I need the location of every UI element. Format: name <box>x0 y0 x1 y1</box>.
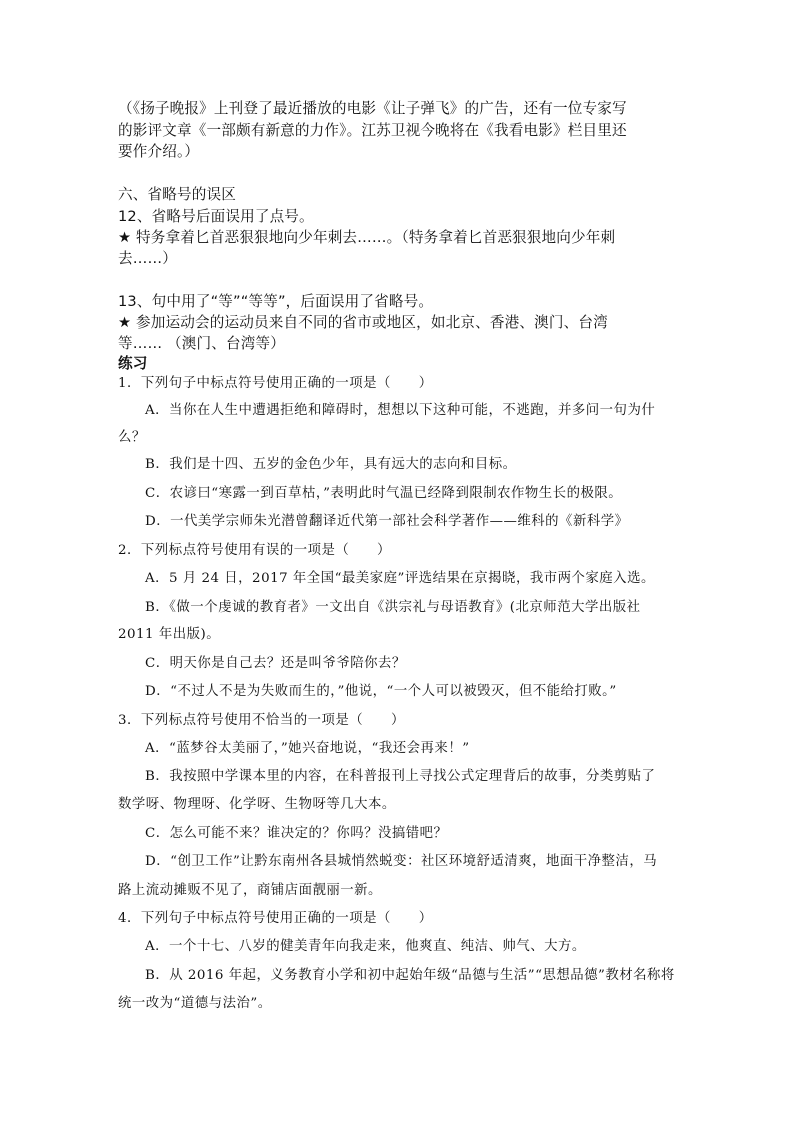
note-line-2: 的影评文章《一部颇有新意的力作》。江苏卫视今晚将在《我看电影》栏目里还 <box>118 122 627 139</box>
item-12-example-line-2: 去……） <box>118 250 177 267</box>
question-3-stem: 3．下列标点符号使用不恰当的一项是（ ） <box>118 713 405 728</box>
question-1-option-d: D．一代美学宗师朱光潜曾翻译近代第一部社会科学著作——维科的《新科学》 <box>145 514 629 529</box>
section-heading: 六、省略号的误区 <box>118 186 236 203</box>
practice-heading: 练习 <box>118 355 148 372</box>
question-1-option-a-cont: 么？ <box>118 430 146 445</box>
question-1-option-b: B．我们是十四、五岁的金色少年，具有远大的志向和目标。 <box>145 457 517 472</box>
question-3-option-d-cont: 路上流动摊贩不见了，商铺店面靓丽一新。 <box>118 883 382 898</box>
question-3-option-b-cont: 数学呀、物理呀、化学呀、生物呀等几大本。 <box>118 797 396 812</box>
question-3-option-a: A．“蓝梦谷太美丽了，”她兴奋地说，“我还会再来！” <box>145 741 470 756</box>
question-3-option-c: C．怎么可能不来？谁决定的？你吗？没搞错吧？ <box>145 826 448 841</box>
item-13-title: 13、句中用了“等”“等等”，后面误用了省略号。 <box>118 293 434 310</box>
question-4-option-a: A．一个十七、八岁的健美青年向我走来，他爽直、纯洁、帅气、大方。 <box>145 939 586 954</box>
question-2-option-b-cont: 2011 年出版)。 <box>118 627 221 642</box>
question-3-option-b: B．我按照中学课本里的内容，在科普报刊上寻找公式定理背后的故事，分类剪贴了 <box>145 769 656 784</box>
question-2-option-c: C．明天你是自己去？还是叫爷爷陪你去？ <box>145 656 406 671</box>
note-line-3: 要作介绍。） <box>118 143 200 160</box>
item-12-title: 12、省略号后面误用了点号。 <box>118 208 314 225</box>
item-13-example-line-1: ★ 参加运动会的运动员来自不同的省市或地区，如北京、香港、澳门、台湾 <box>118 314 608 331</box>
item-13-example-line-2: 等…… （澳门、台湾等） <box>118 335 285 352</box>
question-1-stem: 1．下列句子中标点符号使用正确的一项是（ ） <box>118 376 433 391</box>
item-12-example-line-1: ★ 特务拿着匕首恶狠狠地向少年刺去……。（特务拿着匕首恶狠狠地向少年刺 <box>118 229 616 246</box>
question-4-option-b-cont: 统一改为“道德与法治”。 <box>118 996 272 1011</box>
note-line-1: （《扬子晚报》上刊登了最近播放的电影《让子弹飞》的广告，还有一位专家写 <box>118 100 627 117</box>
question-4-stem: 4．下列句子中标点符号使用正确的一项是（ ） <box>118 911 433 926</box>
question-2-option-b: B．《做一个虔诚的教育者》一文出自《洪宗礼与母语教育》(北京师范大学出版社 <box>145 600 641 615</box>
question-2-option-a: A．5 月 24 日，2017 年全国“最美家庭”评选结果在京揭晓，我市两个家庭入选。 <box>145 571 655 586</box>
question-2-option-d: D．“不过人不是为失败而生的，”他说，“一个人可以被毁灭，但不能给打败。” <box>145 684 617 699</box>
question-3-option-d: D．“创卫工作”让黔东南州各县城悄然蜕变：社区环境舒适清爽，地面干净整洁，马 <box>145 854 658 869</box>
question-2-stem: 2．下列标点符号使用有误的一项是（ ） <box>118 543 391 558</box>
question-4-option-b: B．从 2016 年起，义务教育小学和初中起始年级“品德与生活”“思想品德”教材名称将 <box>145 968 675 983</box>
question-1-option-c: C．农谚曰“寒露一到百草枯，”表明此时气温已经降到限制农作物生长的极限。 <box>145 486 623 501</box>
question-1-option-a: A．当你在人生中遭遇拒绝和障碍时，想想以下这种可能，不逃跑，并多问一句为什 <box>145 403 656 418</box>
